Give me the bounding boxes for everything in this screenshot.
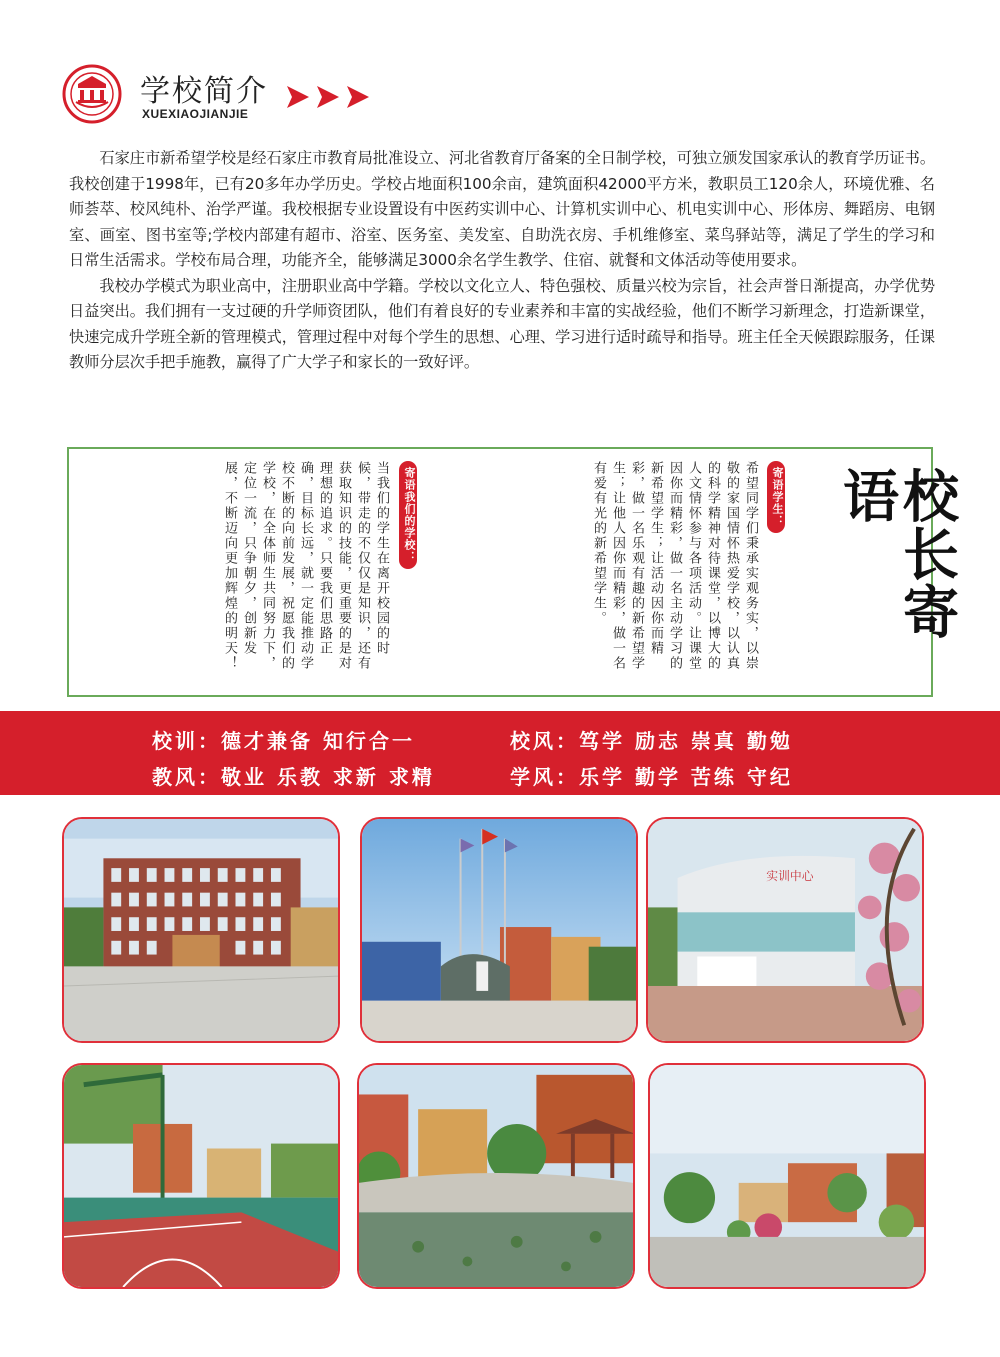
- students-message: 希望同学们秉承实观务实，以崇敬的家国情怀热爱学校，以认真的科学精神对待课堂，以博大的人文情怀参与各项活动。让课堂因你而精彩，做一名主动学习的新希望学生；让活动因你而精彩，做一名乐观有趣的新希望学生；让他人因你而精彩，做一名有爱有光的新希望学生。: [591, 461, 758, 671]
- motto-xuefeng: 学风：乐学 勤学 苦练 守纪: [510, 765, 793, 789]
- photo-basketball-court: [62, 1063, 340, 1289]
- photo-flag-square: [360, 817, 638, 1043]
- practice-center-sign: 实训中心: [766, 868, 814, 883]
- section-header: [62, 64, 482, 128]
- photo-garden-pond: [357, 1063, 635, 1289]
- intro-paragraph-1: 石家庄市新希望学校是经石家庄市教育局批准设立、河北省教育厅备案的全日制学校，可独立颁发国家承认的教育学历证书。我校创建于1998年，已有20多年办学历史。学校占地面积100余亩，建筑面积42000平方米，教职员工120余人，环境优雅、名师荟萃、校风纯朴、治学严谨。我校根据专业设置设有中医药实训中心、计算机实训中心、机电实训中心、形体房、舞蹈房、电钢室、画室、图书室等;学校内部建有超市、浴室、医务室、美发室、自助洗衣房、手机维修室、菜鸟驿站等，满足了学生的学习和日常生活需求。学校布局合理，功能齐全，能够满足3000余名学生教学、住宿、就餐和文体活动等使用要求。: [69, 149, 935, 269]
- page-title: 学校简介: [140, 74, 268, 109]
- principal-title: 校长寄语: [834, 467, 960, 641]
- intro-text: [69, 146, 935, 376]
- school-emblem-icon: [62, 64, 122, 124]
- tag-school: 寄语我们的学校：: [399, 461, 417, 569]
- intro-paragraph-2: 我校办学模式为职业高中，注册职业高中学籍。学校以文化立人、特色强校、质量兴校为宗旨，社会声誉日渐提高，办学优势日益突出。我们拥有一支过硬的升学师资团队，他们有着良好的专业素养和丰富的实战经验，他们不断学习新理念，打造新课堂，快速完成升学班全新的管理模式，管理过程中对每个学生的思想、心理、学习进行适时疏导和指导。班主任全天候跟踪服务，任课教师分层次手把手施教，赢得了广大学子和家长的一致好评。: [69, 276, 935, 371]
- photo-teaching-building: [62, 817, 340, 1043]
- motto-jiaofeng: 教风：敬业 乐教 求新 求精: [152, 765, 435, 789]
- principal-message-box: [67, 447, 960, 697]
- photo-practice-center: [646, 817, 924, 1043]
- arrows-icon: [287, 86, 372, 108]
- page-subtitle: XUEXIAOJIANJIE: [142, 107, 249, 121]
- photo-campus-view: [648, 1063, 926, 1289]
- school-message: 当我们的学生在离开校园的时候，带走的不仅仅是知识，还有获取知识的技能，更重要的是对理想的追求。只要我们思路正确，目标长远，就一定能推动学校不断的向前发展，祝愿我们的学校，在全体师生共同努力下，定位一流，只争朝夕，创新发展，不断迈向更加辉煌的明天！: [222, 461, 389, 671]
- motto-band: [0, 711, 1000, 795]
- motto-xiaoxun: 校训：德才兼备 知行合一: [152, 729, 415, 753]
- motto-xiaofeng: 校风：笃学 励志 崇真 勤勉: [510, 729, 793, 753]
- tag-students: 寄语学生：: [767, 461, 785, 533]
